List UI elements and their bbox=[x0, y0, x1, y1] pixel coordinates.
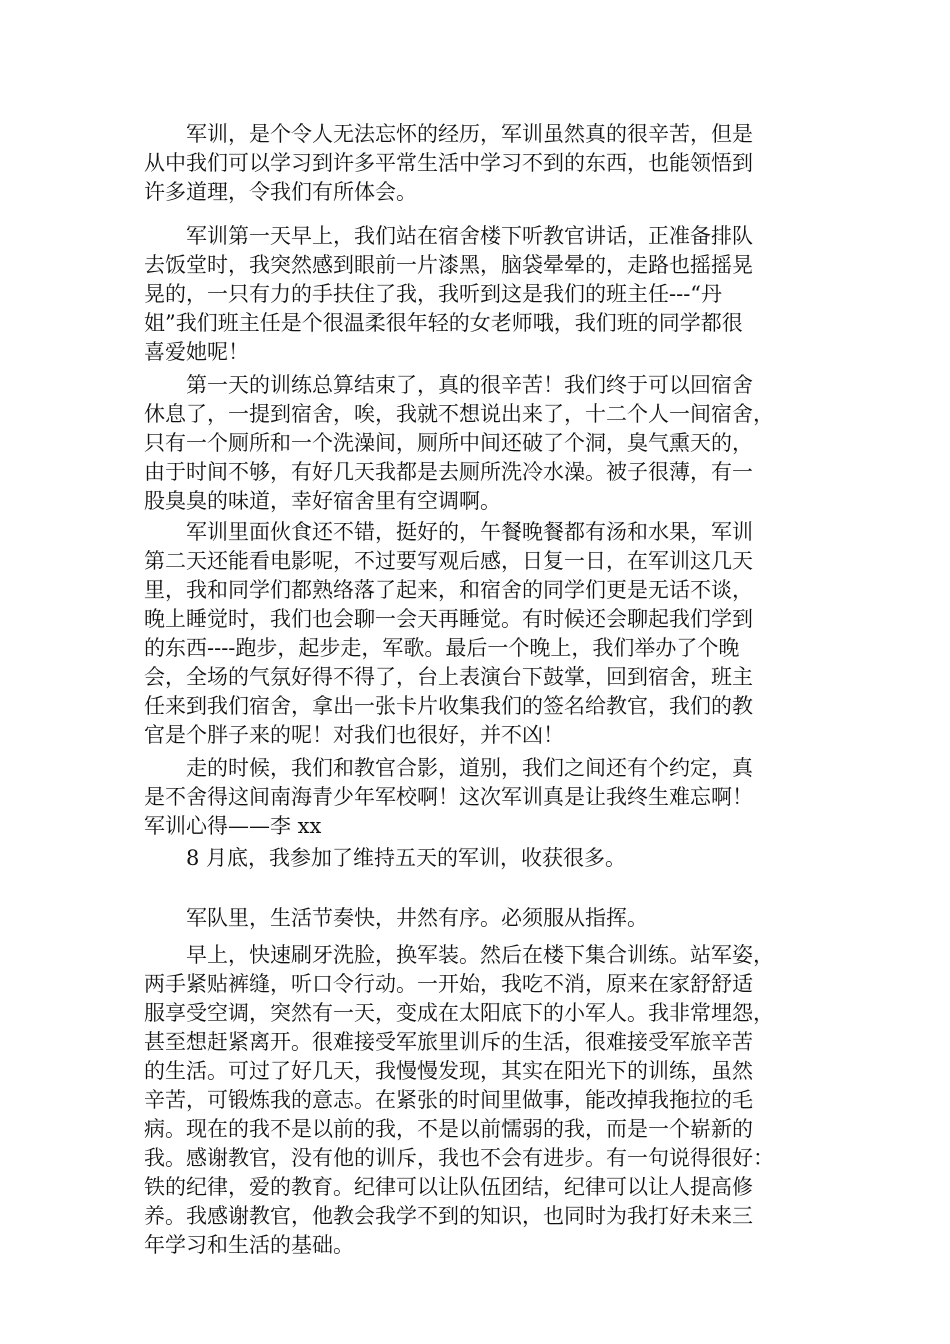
paragraph-6 bbox=[144, 844, 816, 873]
text-line: 股臭臭的味道，幸好宿舍里有空调啊。 bbox=[144, 489, 501, 513]
text-line: 休息了，一提到宿舍，唉，我就不想说出来了，十二个人一间宿舍， bbox=[144, 402, 774, 426]
text-line: 军训里面伙食还不错，挺好的，午餐晚餐都有汤和水果，军训 bbox=[186, 520, 753, 544]
text-line: 会，全场的气氛好得不得了，台上表演台下鼓掌，回到宿舍，班主 bbox=[144, 665, 753, 689]
text-line: 病。现在的我不是以前的我，不是以前懦弱的我，而是一个崭新的 bbox=[144, 1117, 753, 1141]
text-line: 只有一个厕所和一个洗澡间，厕所中间还破了个洞，臭气熏天的， bbox=[144, 431, 753, 455]
text-line: 的东西----跑步，起步走，军歌。最后一个晚上，我们举办了个晚 bbox=[144, 636, 740, 660]
text-line: 甚至想赶紧离开。很难接受军旅里训斥的生活，很难接受军旅辛苦 bbox=[144, 1030, 753, 1054]
text-line: 服享受空调，突然有一天，变成在太阳底下的小军人。我非常埋怨， bbox=[144, 1001, 774, 1025]
text-line: 我。感谢教官，没有他的训斥，我也不会有进步。有一句说得很好： bbox=[144, 1146, 774, 1170]
text-line: 里，我和同学们都熟络落了起来，和宿舍的同学们更是无话不谈， bbox=[144, 578, 753, 602]
paragraph-5 bbox=[144, 754, 816, 841]
text-line: 两手紧贴裤缝，听口令行动。一开始，我吃不消，原来在家舒舒适 bbox=[144, 972, 753, 996]
text-line: 的生活。可过了好几天，我慢慢发现，其实在阳光下的训练，虽然 bbox=[144, 1059, 753, 1083]
text-line: 晚上睡觉时，我们也会聊一会天再睡觉。有时候还会聊起我们学到 bbox=[144, 607, 753, 631]
paragraph-8 bbox=[144, 941, 816, 1260]
text-line: 从中我们可以学习到许多平常生活中学习不到的东西，也能领悟到 bbox=[144, 151, 753, 175]
text-line: 辛苦，可锻炼我的意志。在紧张的时间里做事，能改掉我拖拉的毛 bbox=[144, 1088, 753, 1112]
text-line: 年学习和生活的基础。 bbox=[144, 1233, 354, 1257]
text-line: 养。我感谢教官，他教会我学不到的知识，也同时为我打好未来三 bbox=[144, 1204, 753, 1228]
text-line: 喜爱她呢！ bbox=[144, 340, 249, 364]
text-line: 军训心得——李 xx bbox=[144, 814, 322, 838]
text-line: 由于时间不够，有好几天我都是去厕所洗冷水澡。被子很薄，有一 bbox=[144, 460, 753, 484]
text-line: 晃的，一只有力的手扶住了我，我听到这是我们的班主任---“丹 bbox=[144, 282, 723, 306]
paragraph-3 bbox=[144, 371, 816, 516]
text-line: 去饭堂时，我突然感到眼前一片漆黑，脑袋晕晕的，走路也摇摇晃 bbox=[144, 253, 753, 277]
text-line: 姐”我们班主任是个很温柔很年轻的女老师哦，我们班的同学都很 bbox=[144, 311, 743, 335]
text-line: 是不舍得这间南海青少年军校啊！这次军训真是让我终生难忘啊！ bbox=[144, 785, 753, 809]
paragraph-1 bbox=[144, 120, 816, 207]
text-line: 第一天的训练总算结束了，真的很辛苦！我们终于可以回宿舍 bbox=[186, 373, 753, 397]
text-line: 第二天还能看电影呢，不过要写观后感，日复一日，在军训这几天 bbox=[144, 549, 753, 573]
paragraph-2 bbox=[144, 222, 816, 367]
text-line: 走的时候，我们和教官合影，道别，我们之间还有个约定，真 bbox=[186, 756, 753, 780]
text-line: 许多道理，令我们有所体会。 bbox=[144, 180, 417, 204]
text-line: 官是个胖子来的呢！对我们也很好，并不凶！ bbox=[144, 723, 564, 747]
paragraph-7 bbox=[144, 904, 816, 933]
text-line: 8 月底，我参加了维持五天的军训，收获很多。 bbox=[186, 846, 627, 870]
text-line: 军训，是个令人无法忘怀的经历，军训虽然真的很辛苦，但是 bbox=[186, 122, 753, 146]
text-line: 铁的纪律，爱的教育。纪律可以让队伍团结，纪律可以让人提高修 bbox=[144, 1175, 753, 1199]
text-line: 军训第一天早上，我们站在宿舍楼下听教官讲话，正准备排队 bbox=[186, 224, 753, 248]
text-line: 早上，快速刷牙洗脸，换军装。然后在楼下集合训练。站军姿， bbox=[186, 943, 774, 967]
text-line: 任来到我们宿舍，拿出一张卡片收集我们的签名给教官，我们的教 bbox=[144, 694, 753, 718]
paragraph-4 bbox=[144, 518, 816, 750]
text-line: 军队里，生活节奏快，井然有序。必须服从指挥。 bbox=[186, 906, 648, 930]
